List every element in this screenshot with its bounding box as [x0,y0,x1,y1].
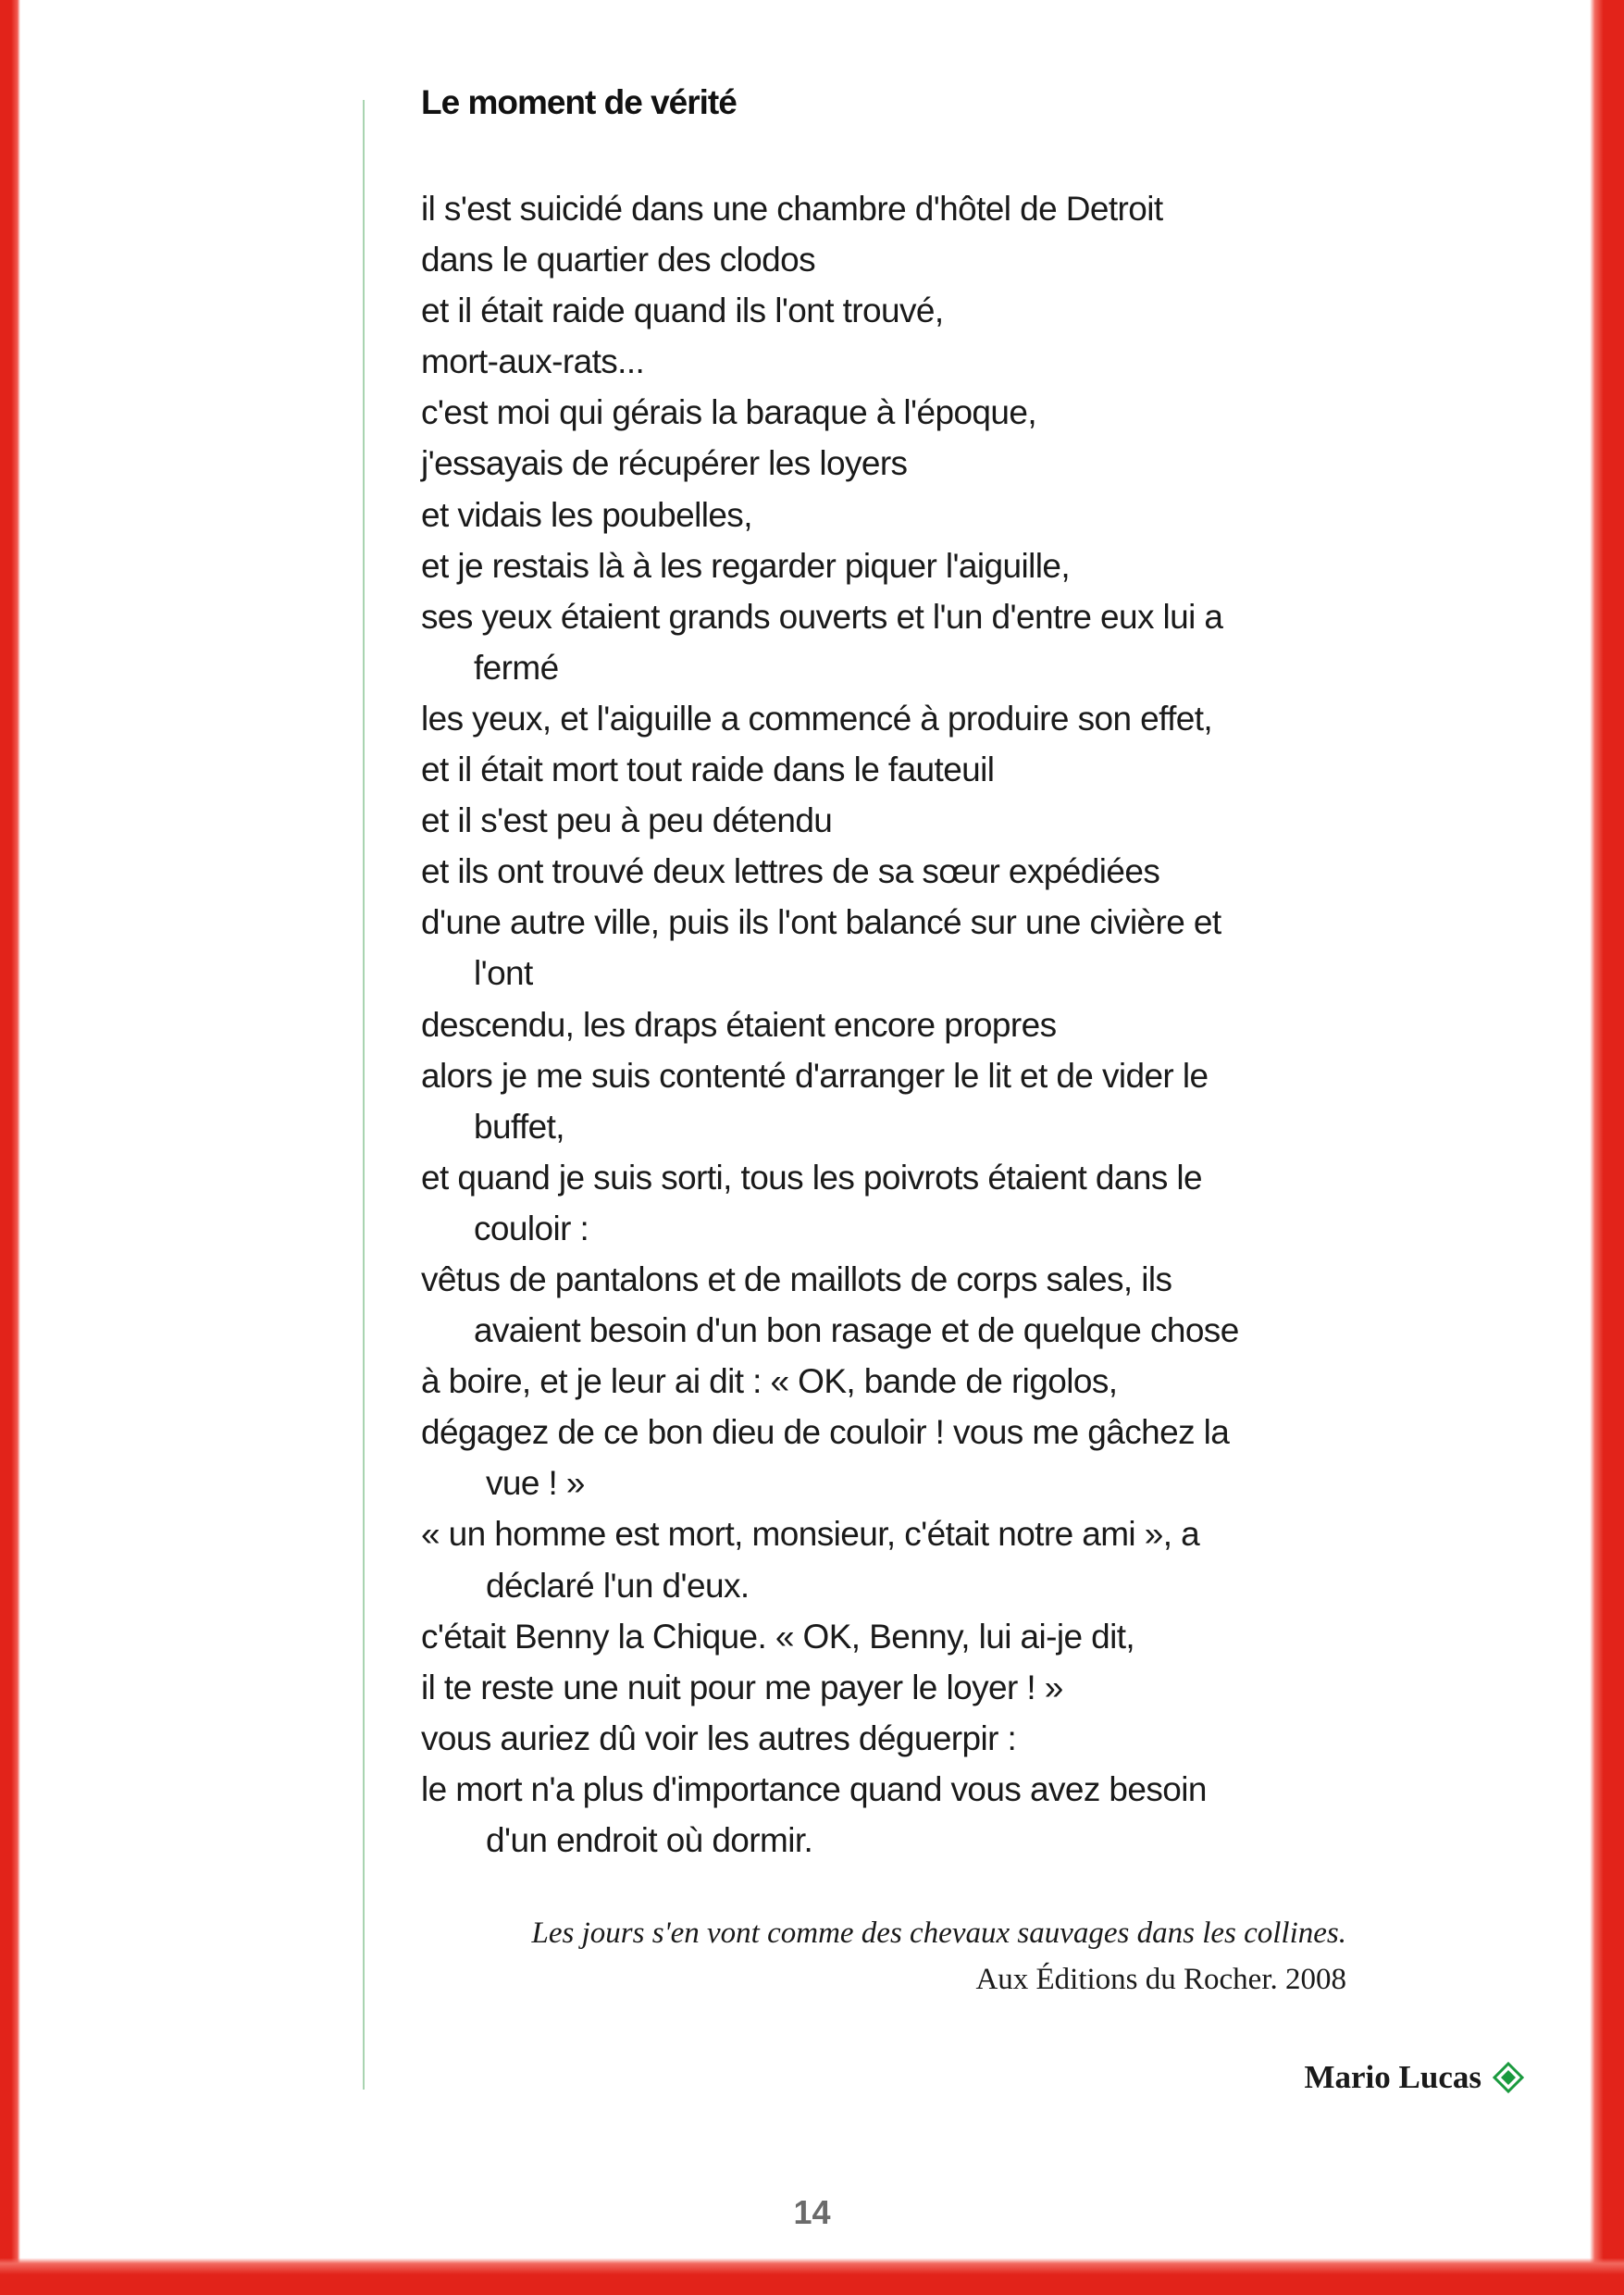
margin-rule [363,100,365,2090]
page-border-left [0,0,20,2295]
poem-line: et vidais les poubelles, [421,495,752,534]
poem-line-continuation: vue ! » [486,1464,585,1503]
poem-line: dégagez de ce bon dieu de couloir ! vous me gâchez la [421,1413,1230,1452]
poem-title: Le moment de vérité [421,83,737,121]
poem-line: dans le quartier des clodos [421,241,816,279]
page-number: 14 [793,2193,831,2231]
source-publisher: Aux Éditions du Rocher. 2008 [975,1963,1346,1996]
poem-line: « un homme est mort, monsieur, c'était notre ami », a [421,1515,1200,1554]
source-book-title: Les jours s'en vont comme des chevaux sauvages dans les collines. [531,1917,1346,1950]
poem-line: et quand je suis sorti, tous les poivrots étaient dans le [421,1158,1203,1197]
poem-line: et je restais là à les regarder piquer l'aiguille, [421,546,1071,585]
source-citation [532,1910,1346,2003]
poem-line: c'est moi qui gérais la baraque à l'époque, [421,393,1037,432]
poem-line: descendu, les draps étaient encore propres [421,1005,1057,1044]
poem-line: et ils ont trouvé deux lettres de sa sœur expédiées [421,852,1160,891]
poem-line: et il était raide quand ils l'ont trouvé, [421,292,944,330]
poem-line-continuation: l'ont [474,954,533,993]
poem-line-continuation: d'un endroit où dormir. [486,1821,813,1859]
poem-line-continuation: avaient besoin d'un bon rasage et de quelque chose [474,1311,1239,1350]
poem-line: vous auriez dû voir les autres déguerpir : [421,1718,1017,1757]
poem-line-continuation: déclaré l'un d'eux. [486,1566,750,1605]
poem-line: c'était Benny la Chique. « OK, Benny, lui ai-je dit, [421,1617,1135,1656]
page-border-bottom [0,2258,1624,2295]
poem-line: alors je me suis contenté d'arranger le lit et de vider le [421,1056,1209,1095]
author-name: Mario Lucas [1304,2059,1481,2095]
poem-line: les yeux, et l'aiguille a commencé à produire son effet, [421,699,1213,738]
poem-line: mort-aux-rats... [421,342,645,381]
poem-line: et il était mort tout raide dans le fauteuil [421,751,995,789]
poem-body [421,183,1254,1866]
author-signature [1304,2054,1524,2101]
poem-line: à boire, et je leur ai dit : « OK, bande de rigolos, [421,1362,1118,1401]
diamond-icon [1493,2062,1524,2093]
poem-line: d'une autre ville, puis ils l'ont balancé sur une civière et [421,903,1221,942]
poem-line-continuation: fermé [474,648,559,687]
poem-line: ses yeux étaient grands ouverts et l'un d'entre eux lui a [421,597,1223,636]
page-border-right [1590,0,1624,2295]
poem-line-continuation: couloir : [474,1209,589,1247]
poem-line-continuation: buffet, [474,1107,564,1146]
poem-line: il te reste une nuit pour me payer le loyer ! » [421,1668,1063,1706]
poem-line: j'essayais de récupérer les loyers [421,444,908,483]
poem-line: le mort n'a plus d'importance quand vous avez besoin [421,1769,1207,1808]
poem-line: il s'est suicidé dans une chambre d'hôtel de Detroit [421,190,1163,228]
poem-line: et il s'est peu à peu détendu [421,801,833,840]
poem-line: vêtus de pantalons et de maillots de corps sales, ils [421,1259,1172,1298]
